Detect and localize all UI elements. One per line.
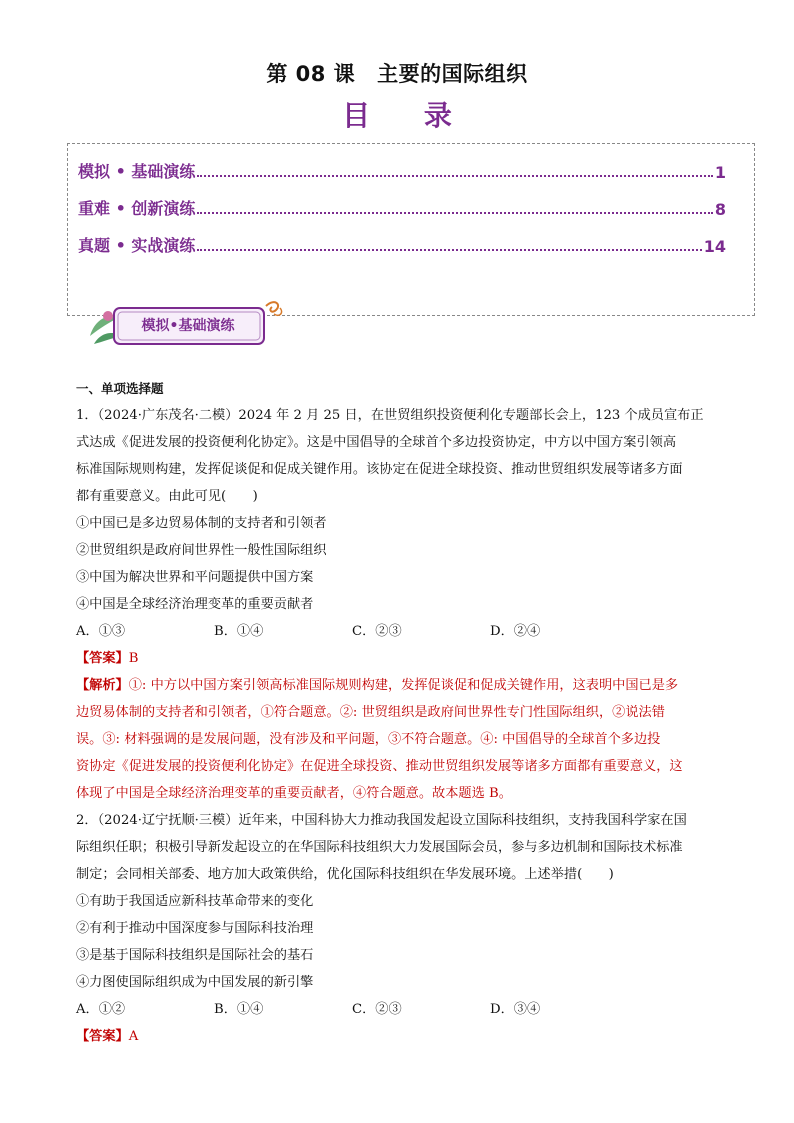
lesson-number: 第 08 课 <box>266 62 356 86</box>
statement: ①中国已是多边贸易体制的支持者和引领者 <box>76 516 327 531</box>
statement: ①有助于我国适应新科技革命带来的变化 <box>76 894 314 909</box>
toc-item-label: 模拟 • 基础演练 <box>78 162 196 181</box>
toc-item-page: 1 <box>714 163 726 182</box>
answer-tag: 【答案】 <box>76 651 129 666</box>
answer-value: B <box>128 651 139 666</box>
question-2 <box>76 807 726 1050</box>
statement: ④中国是全球经济治理变革的重要贡献者 <box>76 597 314 612</box>
analysis-line: 边贸易体制的支持者和引领者，①符合题意。②: 世贸组织是政府间世界性专门性国际组织，②说法错 <box>76 705 665 720</box>
toc-item-real-exam[interactable] <box>78 230 726 256</box>
question-1 <box>76 402 726 807</box>
table-of-contents <box>67 143 755 316</box>
toc-leader-dots <box>197 212 712 214</box>
answer-line <box>76 645 726 672</box>
analysis-tag: 【解析】 <box>76 678 129 693</box>
toc-item-simulation[interactable] <box>78 156 726 182</box>
option-a[interactable]: A．①② <box>76 1002 126 1017</box>
option-b[interactable]: B．①④ <box>214 1002 264 1017</box>
toc-item-label: 真题 • 实战演练 <box>78 236 196 255</box>
question-stem-line: 标准国际规则构建，发挥促谈促和促成关键作用。该协定在促进全球投资、推动世贸组织发展等诸多方面 <box>76 462 683 477</box>
toc-leader-dots <box>197 249 701 251</box>
toc-item-page: 8 <box>714 200 726 219</box>
toc-item-page: 14 <box>703 237 726 256</box>
question-content <box>76 375 726 1050</box>
section-banner-label: 模拟•基础演练 <box>141 318 235 334</box>
toc-item-label: 重难 • 创新演练 <box>78 199 196 218</box>
analysis-line: 误。③: 材料强调的是发展问题，没有涉及和平问题，③不符合题意。④: 中国倡导的全球首个多边投 <box>76 732 661 747</box>
analysis-line: 体现了中国是全球经济治理变革的重要贡献者，④符合题意。故本题选 B。 <box>76 786 512 801</box>
option-a[interactable]: A．①③ <box>76 624 126 639</box>
option-c[interactable]: C．②③ <box>352 624 402 639</box>
answer-value: A <box>128 1029 139 1044</box>
flower-icon <box>103 311 113 321</box>
toc-leader-dots <box>197 175 712 177</box>
question-stem-line: 式达成《促进发展的投资便利化协定》。这是中国倡导的全球首个多边投资协定，中方以中国方案引领高 <box>76 435 677 450</box>
toc-item-difficult[interactable] <box>78 193 726 219</box>
question-stem-line: 际组织任职；积极引导新发起设立的在华国际科技组织大力发展国际会员，参与多边机制和国际技术标准 <box>76 840 683 855</box>
question-stem-line: 都有重要意义。由此可见( ) <box>76 489 258 504</box>
statement: ③是基于国际科技组织是国际社会的基石 <box>76 948 314 963</box>
statement: ②世贸组织是政府间世界性一般性国际组织 <box>76 543 327 558</box>
analysis-text: ①: 中方以中国方案引领高标准国际规则构建，发挥促谈促和促成关键作用，这表明中国已是多 <box>128 678 679 693</box>
question-stem-line: 1．（2024·广东茂名·二模）2024 年 2 月 25 日，在世贸组织投资便利化专题部长会上，123 个成员宣布正 <box>76 408 704 423</box>
analysis-line <box>76 672 726 699</box>
page-title <box>0 58 794 88</box>
lesson-topic: 主要的国际组织 <box>377 62 528 86</box>
answer-options <box>76 618 726 645</box>
answer-options <box>76 996 726 1023</box>
option-b[interactable]: B．①④ <box>214 624 264 639</box>
question-stem-line: 制定；会同相关部委、地方加大政策供给，优化国际科技组织在华发展环境。上述举措( ) <box>76 867 614 882</box>
statement: ③中国为解决世界和平问题提供中国方案 <box>76 570 314 585</box>
contents-title: 目 录 <box>342 99 474 132</box>
swirl-icon <box>266 302 278 312</box>
analysis-line: 资协定《促进发展的投资便利化协定》在促进全球投资、推动世贸组织发展等诸多方面都有重要意义，这 <box>76 759 683 774</box>
answer-line <box>76 1023 726 1050</box>
question-stem-line: 2．（2024·辽宁抚顺·三模）近年来，中国科协大力推动我国发起设立国际科技组织，支持我国科学家在国 <box>76 813 687 828</box>
statement: ②有利于推动中国深度参与国际科技治理 <box>76 921 314 936</box>
option-c[interactable]: C．②③ <box>352 1002 402 1017</box>
option-d[interactable]: D．③④ <box>490 1002 541 1017</box>
answer-tag: 【答案】 <box>76 1029 129 1044</box>
option-d[interactable]: D．②④ <box>490 624 541 639</box>
statement: ④力图使国际组织成为中国发展的新引擎 <box>76 975 314 990</box>
section-heading: 一、单项选择题 <box>76 381 164 396</box>
